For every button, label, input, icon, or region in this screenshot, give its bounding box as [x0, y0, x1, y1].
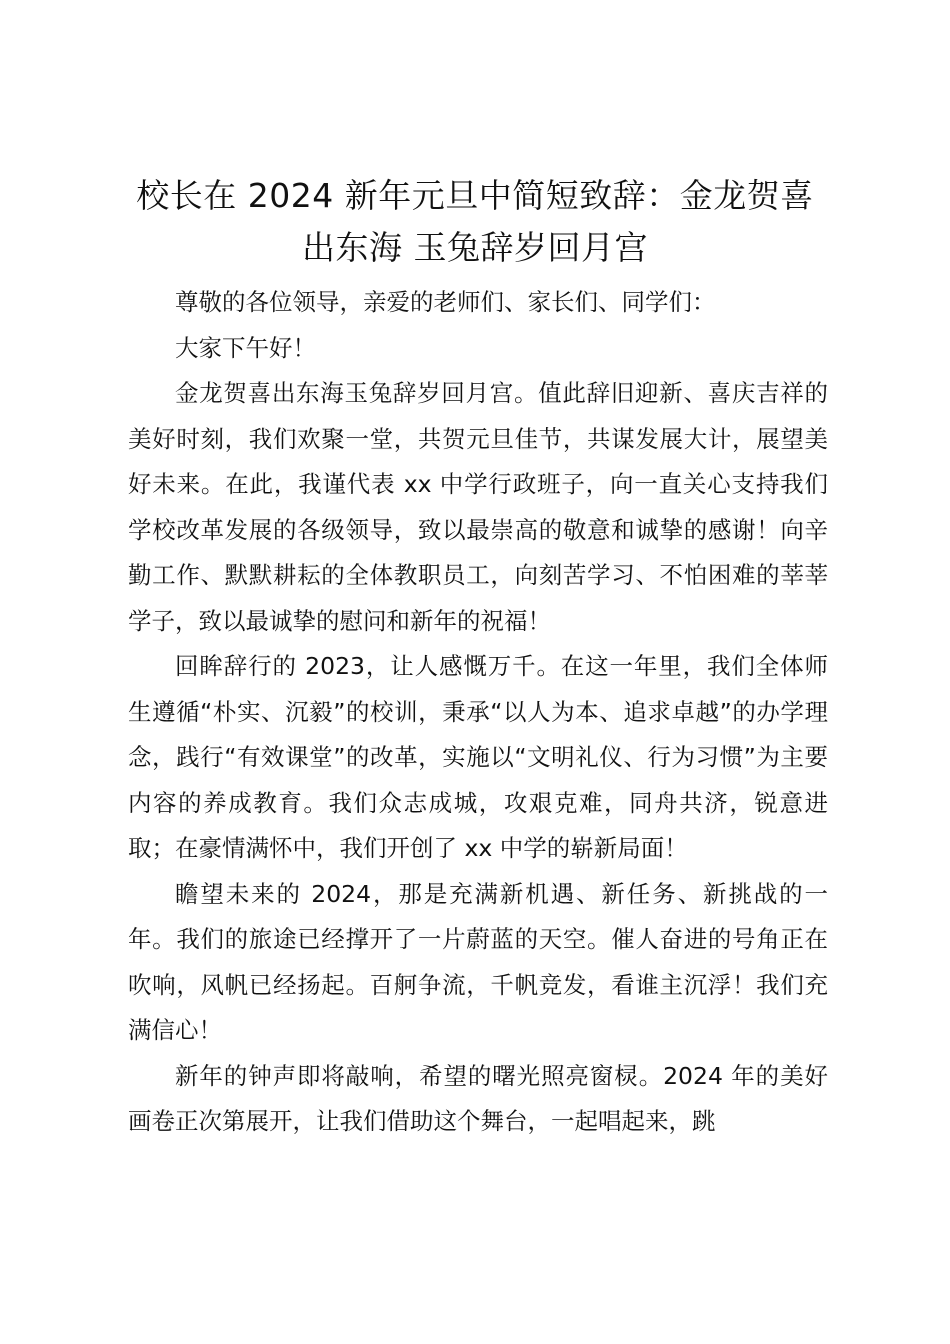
paragraph-closing: 新年的钟声即将敲响，希望的曙光照亮窗棂。2024 年的美好画卷正次第展开，让我们借助这个舞台，一起唱起来，跳: [128, 1061, 828, 1135]
paragraph-review-2023: 回眸辞行的 2023，让人感慨万千。在这一年里，我们全体师生遵循“朴实、沉毅”的校训，秉承“以人为本、追求卓越”的办学理念，践行“有效课堂”的改革，实施以“文明礼仪、行为习惯”为主要内容的养成教育。我们众志成城，攻艰克难，同舟共济，锐意进取；在豪情满怀中，我们开创了 xx 中学的崭新局面！: [128, 652, 828, 862]
greeting: 大家下午好！: [175, 333, 316, 362]
document-body: [128, 280, 828, 1145]
paragraph-outlook-2024: 瞻望未来的 2024，那是充满新机遇、新任务、新挑战的一年。我们的旅途已经撑开了一片蔚蓝的天空。催人奋进的号角正在吹响，风帆已经扬起。百舸争流，千帆竞发，看谁主沉浮！我们充满信心！: [128, 879, 828, 1044]
document-title: [110, 170, 840, 274]
paragraph-new-year-thanks: 金龙贺喜出东海玉兔辞岁回月宫。值此辞旧迎新、喜庆吉祥的美好时刻，我们欢聚一堂，共贺元旦佳节，共谋发展大计，展望美好未来。在此，我谨代表 xx 中学行政班子，向一直关心支持我们学校改革发展的各级领导，致以最崇高的敬意和诚挚的感谢！向辛勤工作、默默耕耘的全体教职员工，向刻苦学习、不怕困难的莘莘学子，致以最诚挚的慰问和新年的祝福！: [128, 379, 828, 635]
title-line-2: 出东海 玉兔辞岁回月宫: [302, 228, 648, 267]
title-line-1: 校长在 2024 新年元旦中简短致辞：金龙贺喜: [136, 176, 814, 215]
salutation: 尊敬的各位领导，亲爱的老师们、家长们、同学们：: [175, 288, 716, 316]
